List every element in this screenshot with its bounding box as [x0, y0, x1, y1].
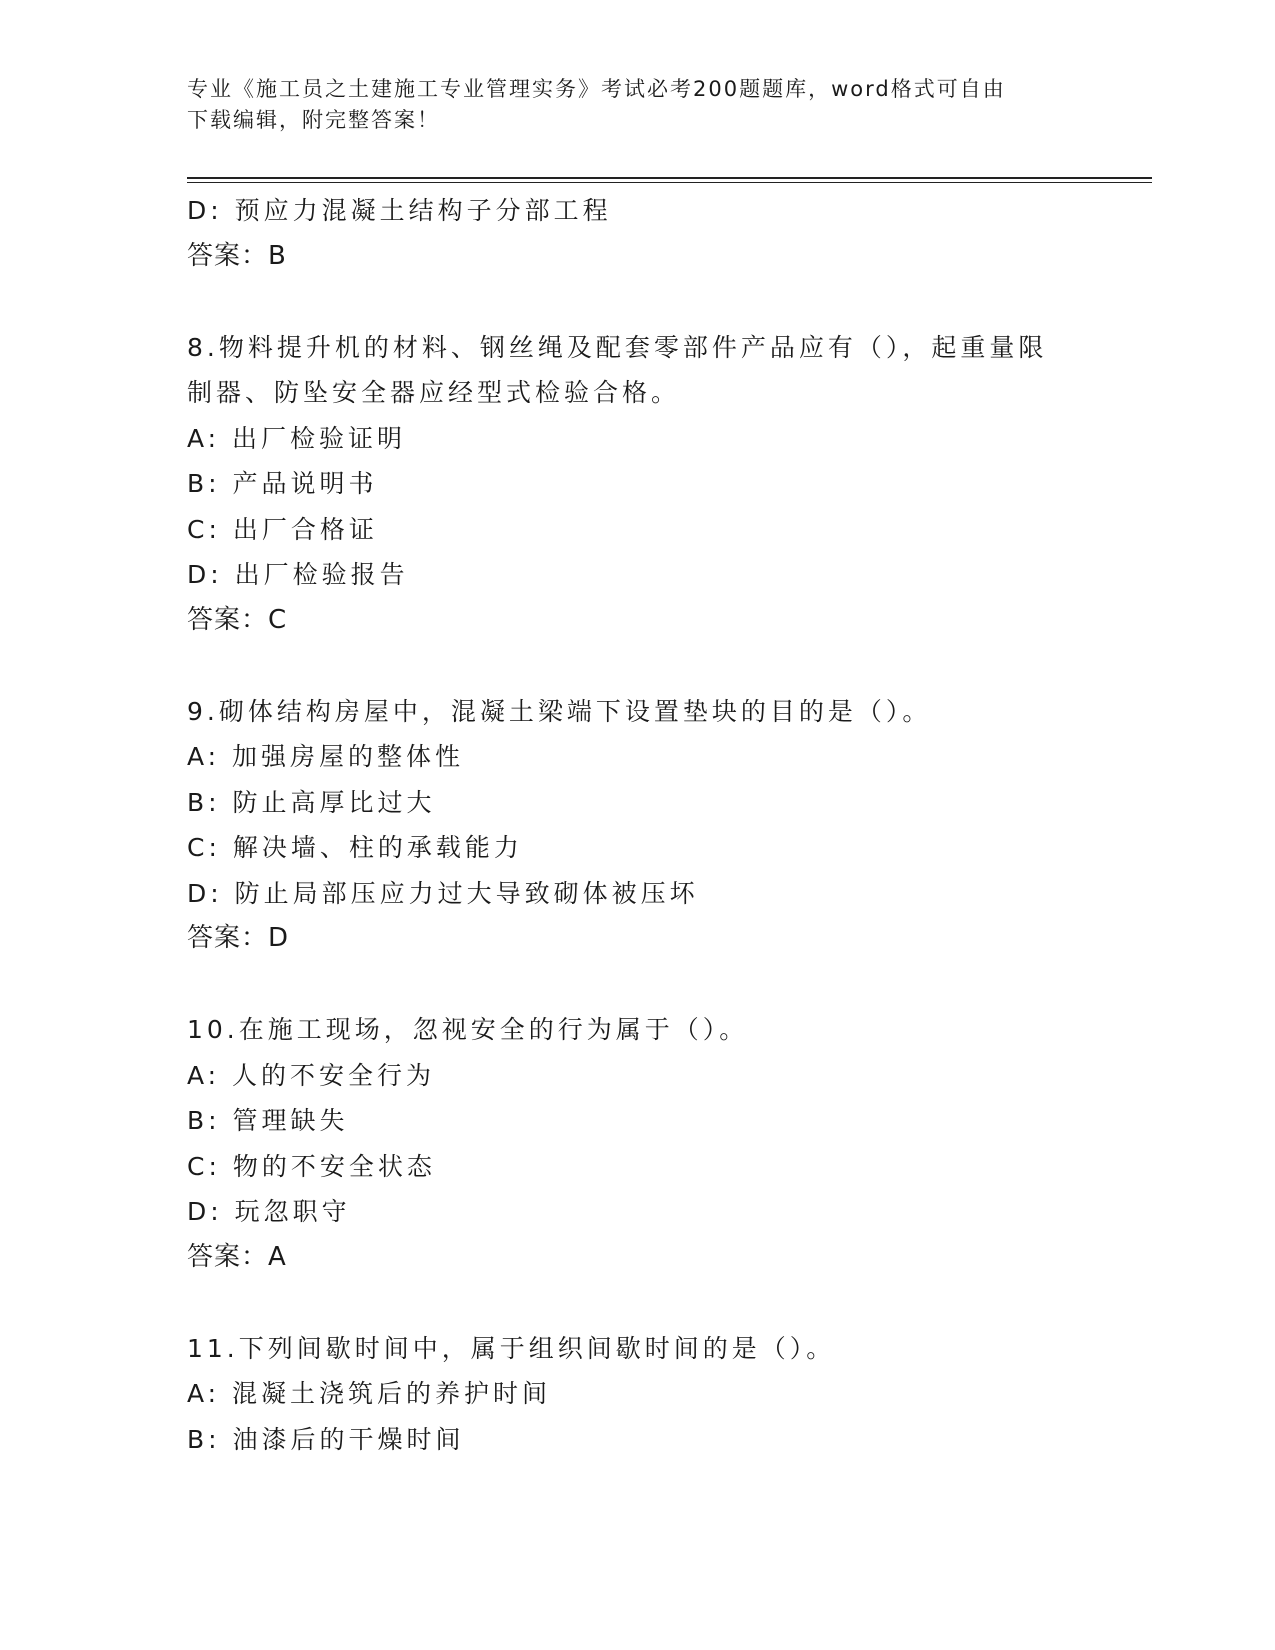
option-c: C: 物的不安全状态: [187, 1151, 436, 1181]
document-body: [187, 188, 1087, 1462]
option-a: A: 人的不安全行为: [187, 1060, 436, 1090]
option-b: B: 管理缺失: [187, 1106, 349, 1135]
document-header: [187, 74, 1067, 136]
option-d: D: 预应力混凝土结构子分部工程: [187, 196, 612, 225]
answer-line: 答案：D: [187, 923, 290, 953]
option-b: B: 防止高厚比过大: [187, 787, 436, 817]
question-11: [187, 1326, 1087, 1463]
option-a: A: 混凝土浇筑后的养护时间: [187, 1379, 552, 1408]
answer-line: 答案：B: [187, 240, 287, 271]
question-stem: 8.物料提升机的材料、钢丝绳及配套零部件产品应有（），起重量限: [187, 332, 1048, 362]
option-d: D: 出厂检验报告: [187, 560, 409, 589]
header-rule-thick: [187, 177, 1152, 179]
question-10: [187, 1007, 1087, 1280]
option-d: D: 玩忽职守: [187, 1197, 351, 1226]
question-stem-cont: 制器、防坠安全器应经型式检验合格。: [187, 378, 681, 407]
option-a: A: 加强房屋的整体性: [187, 742, 465, 771]
question-9: [187, 689, 1087, 962]
header-rule-thin: [187, 182, 1152, 183]
header-line-1: 专业《施工员之土建施工专业管理实务》考试必考200题题库，word格式可自由: [187, 77, 1006, 101]
question-8: [187, 325, 1087, 644]
header-line-2: 下载编辑，附完整答案！: [187, 108, 440, 132]
option-b: B: 产品说明书: [187, 469, 378, 498]
answer-line: 答案：C: [187, 604, 288, 635]
question-stem: 11.下列间歇时间中，属于组织间歇时间的是（）。: [187, 1333, 836, 1363]
option-a: A: 出厂检验证明: [187, 423, 407, 453]
option-c: C: 解决墙、柱的承载能力: [187, 833, 523, 862]
question-stem: 10.在施工现场，忽视安全的行为属于（）。: [187, 1015, 749, 1044]
option-b: B: 油漆后的干燥时间: [187, 1424, 465, 1454]
answer-line: 答案：A: [187, 1241, 287, 1272]
option-c: C: 出厂合格证: [187, 514, 378, 544]
question-stem: 9.砌体结构房屋中，混凝土梁端下设置垫块的目的是（）。: [187, 696, 932, 726]
option-d: D: 防止局部压应力过大导致砌体被压坏: [187, 878, 699, 908]
